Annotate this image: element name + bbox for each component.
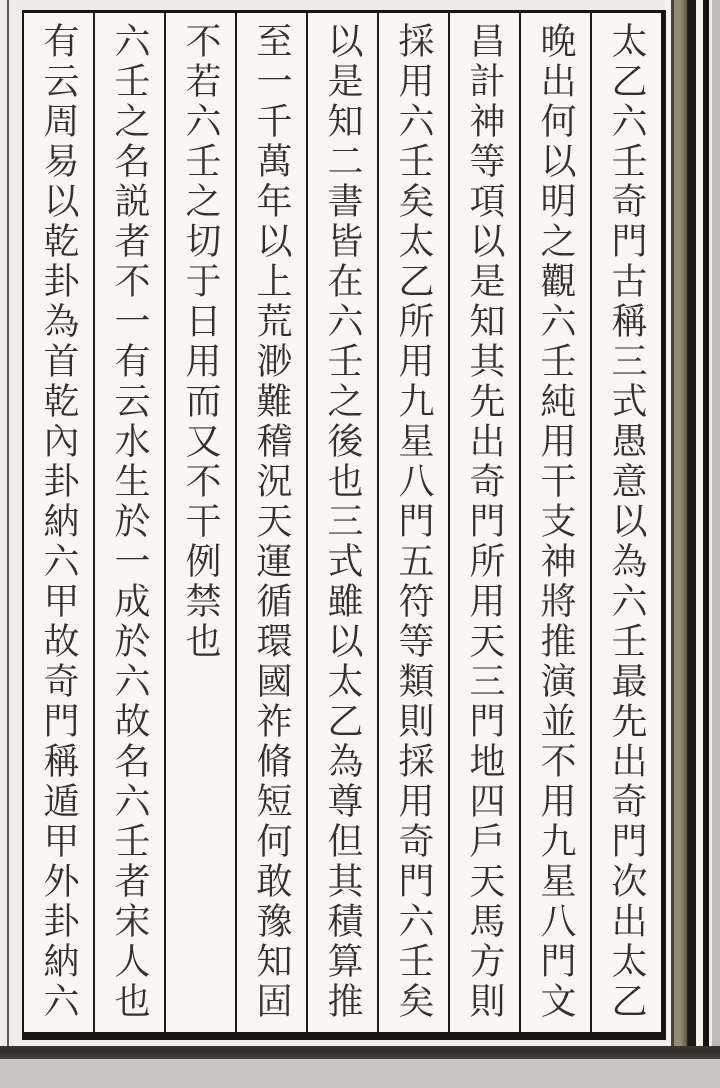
text-column-4: 採用六壬矣太乙所用九星八門五符等類則採用奇門六壬矣 <box>377 13 448 1032</box>
text-column-1: 太乙六壬奇門古稱三式愚意以為六壬最先出奇門次出太乙 <box>590 13 661 1032</box>
text-frame <box>22 10 666 1040</box>
text-column-9: 有云周易以乾卦為首乾內卦納六甲故奇門稱遁甲外卦納六 <box>38 22 79 1022</box>
scan-bottom-margin <box>0 1059 720 1088</box>
text-column-8: 六壬之名説者不一有云水生於一成於六故名六壬者宋人也 <box>93 13 164 1032</box>
book-fore-edge-stripes <box>666 0 720 1054</box>
next-page-bottom-edge <box>0 1046 720 1060</box>
text-column-5: 以是知二書皆在六壬之後也三式雖以太乙為尊但其積算推 <box>306 13 377 1032</box>
text-column-6: 至一千萬年以上荒渺難稽況天運循環國祚脩短何敢豫知固 <box>235 13 306 1032</box>
text-column-7: 不若六壬之切于日用而又不干例禁也 <box>164 13 235 1032</box>
page-outer-rule <box>7 0 9 1048</box>
text-column-2: 晚出何以明之觀六壬純用干支神將推演並不用九星八門文 <box>519 13 590 1032</box>
text-column-3: 昌計神等項以是知其先出奇門所用天三門地四戶天馬方則 <box>448 13 519 1032</box>
